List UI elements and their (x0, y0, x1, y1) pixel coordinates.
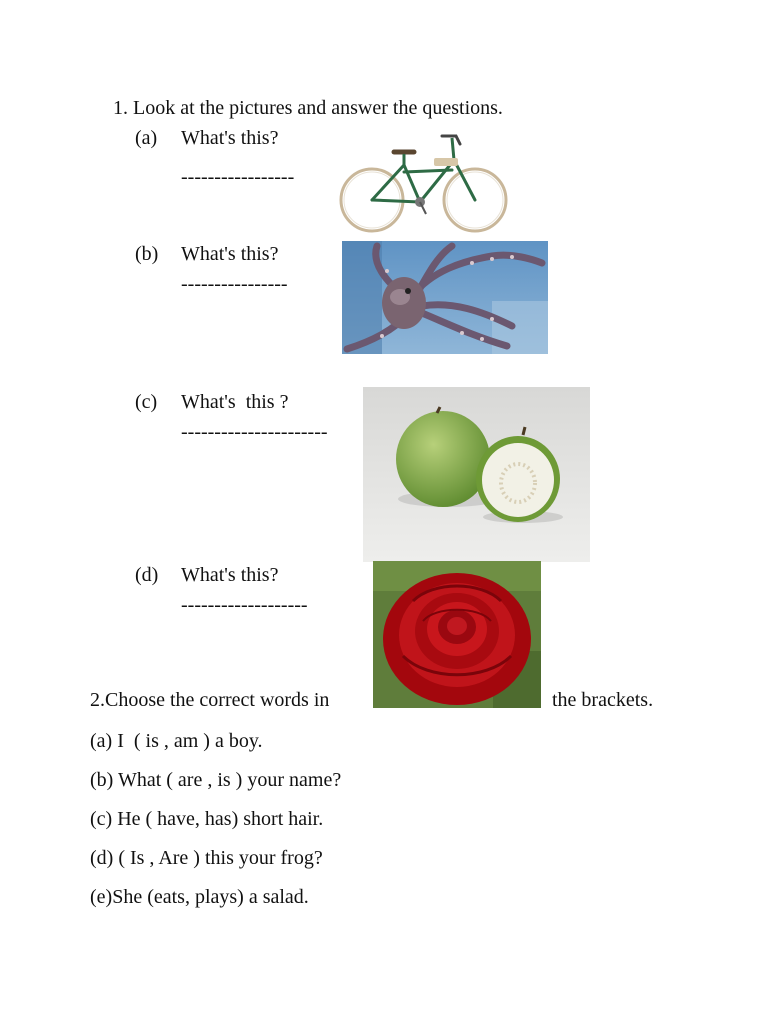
bracket-item-b: (b) What ( are , is ) your name? (90, 769, 342, 791)
question-c-answer-line: ---------------------- (181, 421, 328, 443)
section2-heading-right: the brackets. (552, 689, 654, 711)
question-d-prompt: What's this? (181, 564, 279, 586)
bracket-item-e: (e)She (eats, plays) a salad. (90, 886, 309, 908)
bracket-item-d: (d) ( Is , Are ) this your frog? (90, 847, 323, 869)
rose-image (373, 561, 541, 708)
question-b-answer-line: ---------------- (181, 273, 288, 295)
bracket-item-a: (a) I ( is , am ) a boy. (90, 730, 263, 752)
question-c-prompt: What's this ? (181, 391, 289, 413)
bracket-item-c: (c) He ( have, has) short hair. (90, 808, 324, 830)
bicycle-image (334, 130, 512, 240)
question-c-label: (c) (135, 391, 158, 413)
question-b-prompt: What's this? (181, 243, 279, 265)
question-a-label: (a) (135, 127, 158, 149)
section2-heading-left: 2.Choose the correct words in (90, 689, 330, 711)
question-d-answer-line: ------------------- (181, 594, 308, 616)
question-a-answer-line: ----------------- (181, 166, 295, 188)
question-d-label: (d) (135, 564, 159, 586)
section1-heading: 1. Look at the pictures and answer the questions. (113, 97, 503, 119)
guava-image (363, 387, 590, 562)
question-a-prompt: What's this? (181, 127, 279, 149)
question-b-label: (b) (135, 243, 159, 265)
octopus-image (342, 241, 548, 354)
